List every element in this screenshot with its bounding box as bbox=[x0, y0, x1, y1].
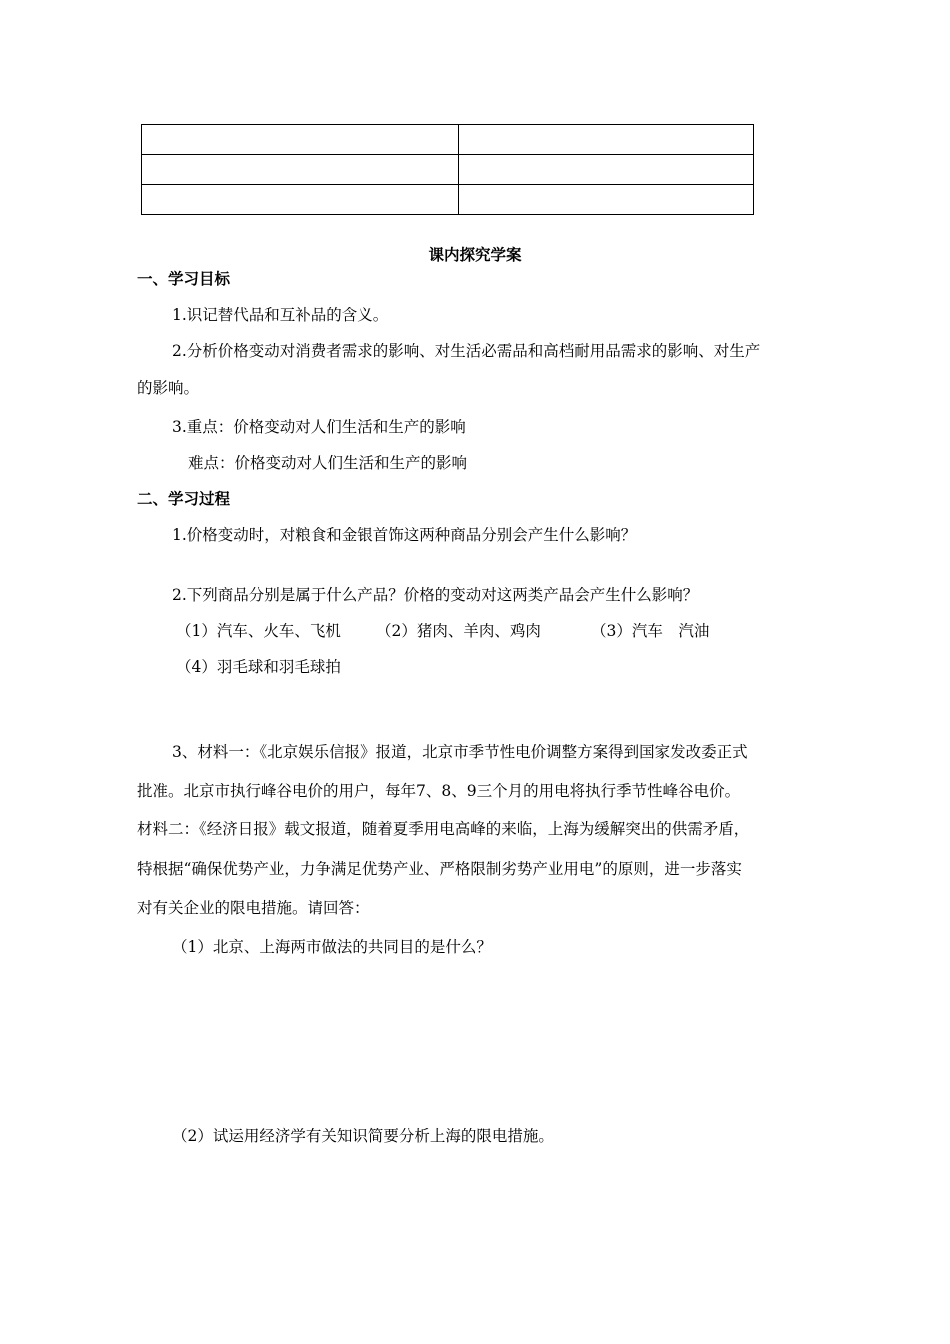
table-cell bbox=[459, 155, 754, 185]
question-3-material-2: 对有关企业的限电措施。请回答： bbox=[137, 899, 370, 917]
table-row bbox=[142, 125, 754, 155]
page-title: 课内探究学案 bbox=[428, 246, 522, 264]
question-2: 2.下列商品分别是属于什么产品？价格的变动对这两类产品会产生什么影响？ bbox=[172, 586, 699, 604]
table-row bbox=[142, 155, 754, 185]
table-cell bbox=[142, 125, 459, 155]
section-heading-process: 二、学习过程 bbox=[137, 490, 231, 508]
goal-item: 的影响。 bbox=[137, 379, 200, 397]
goal-item: 3.重点：价格变动对人们生活和生产的影响 bbox=[172, 418, 466, 436]
question-2-option: （2）猪肉、羊肉、鸡肉 bbox=[376, 622, 541, 640]
table-cell bbox=[459, 185, 754, 215]
goal-item: 1.识记替代品和互补品的含义。 bbox=[172, 306, 389, 324]
question-2-option: （3）汽车 汽油 bbox=[591, 622, 710, 640]
goal-item: 2.分析价格变动对消费者需求的影响、对生活必需品和高档耐用品需求的影响、对生产 bbox=[172, 342, 761, 360]
question-3-material-2: 材料二：《经济日报》载文报道，随着夏季用电高峰的来临，上海为缓解突出的供需矛盾， bbox=[137, 820, 750, 838]
question-2-option: （4）羽毛球和羽毛球拍 bbox=[176, 658, 341, 676]
question-2-option: （1）汽车、火车、飞机 bbox=[176, 622, 341, 640]
question-3-material-1: 3、材料一：《北京娱乐信报》报道，北京市季节性电价调整方案得到国家发改委正式 bbox=[172, 743, 748, 761]
question-3-material-1: 批准。北京市执行峰谷电价的用户，每年7、8、9三个月的用电将执行季节性峰谷电价。 bbox=[137, 782, 741, 800]
question-3-sub-1: （1）北京、上海两市做法的共同目的是什么？ bbox=[172, 938, 492, 956]
table-cell bbox=[459, 125, 754, 155]
table-row bbox=[142, 185, 754, 215]
table-cell bbox=[142, 185, 459, 215]
question-3-material-2: 特根据“确保优势产业，力争满足优势产业、严格限制劣势产业用电”的原则，进一步落实 bbox=[137, 860, 742, 878]
header-table bbox=[141, 124, 754, 215]
table-cell bbox=[142, 155, 459, 185]
question-3-sub-2: （2）试运用经济学有关知识简要分析上海的限电措施。 bbox=[172, 1127, 554, 1145]
goal-item: 难点：价格变动对人们生活和生产的影响 bbox=[188, 454, 468, 472]
question-1: 1.价格变动时，对粮食和金银首饰这两种商品分别会产生什么影响？ bbox=[172, 526, 637, 544]
section-heading-goals: 一、学习目标 bbox=[137, 270, 231, 288]
